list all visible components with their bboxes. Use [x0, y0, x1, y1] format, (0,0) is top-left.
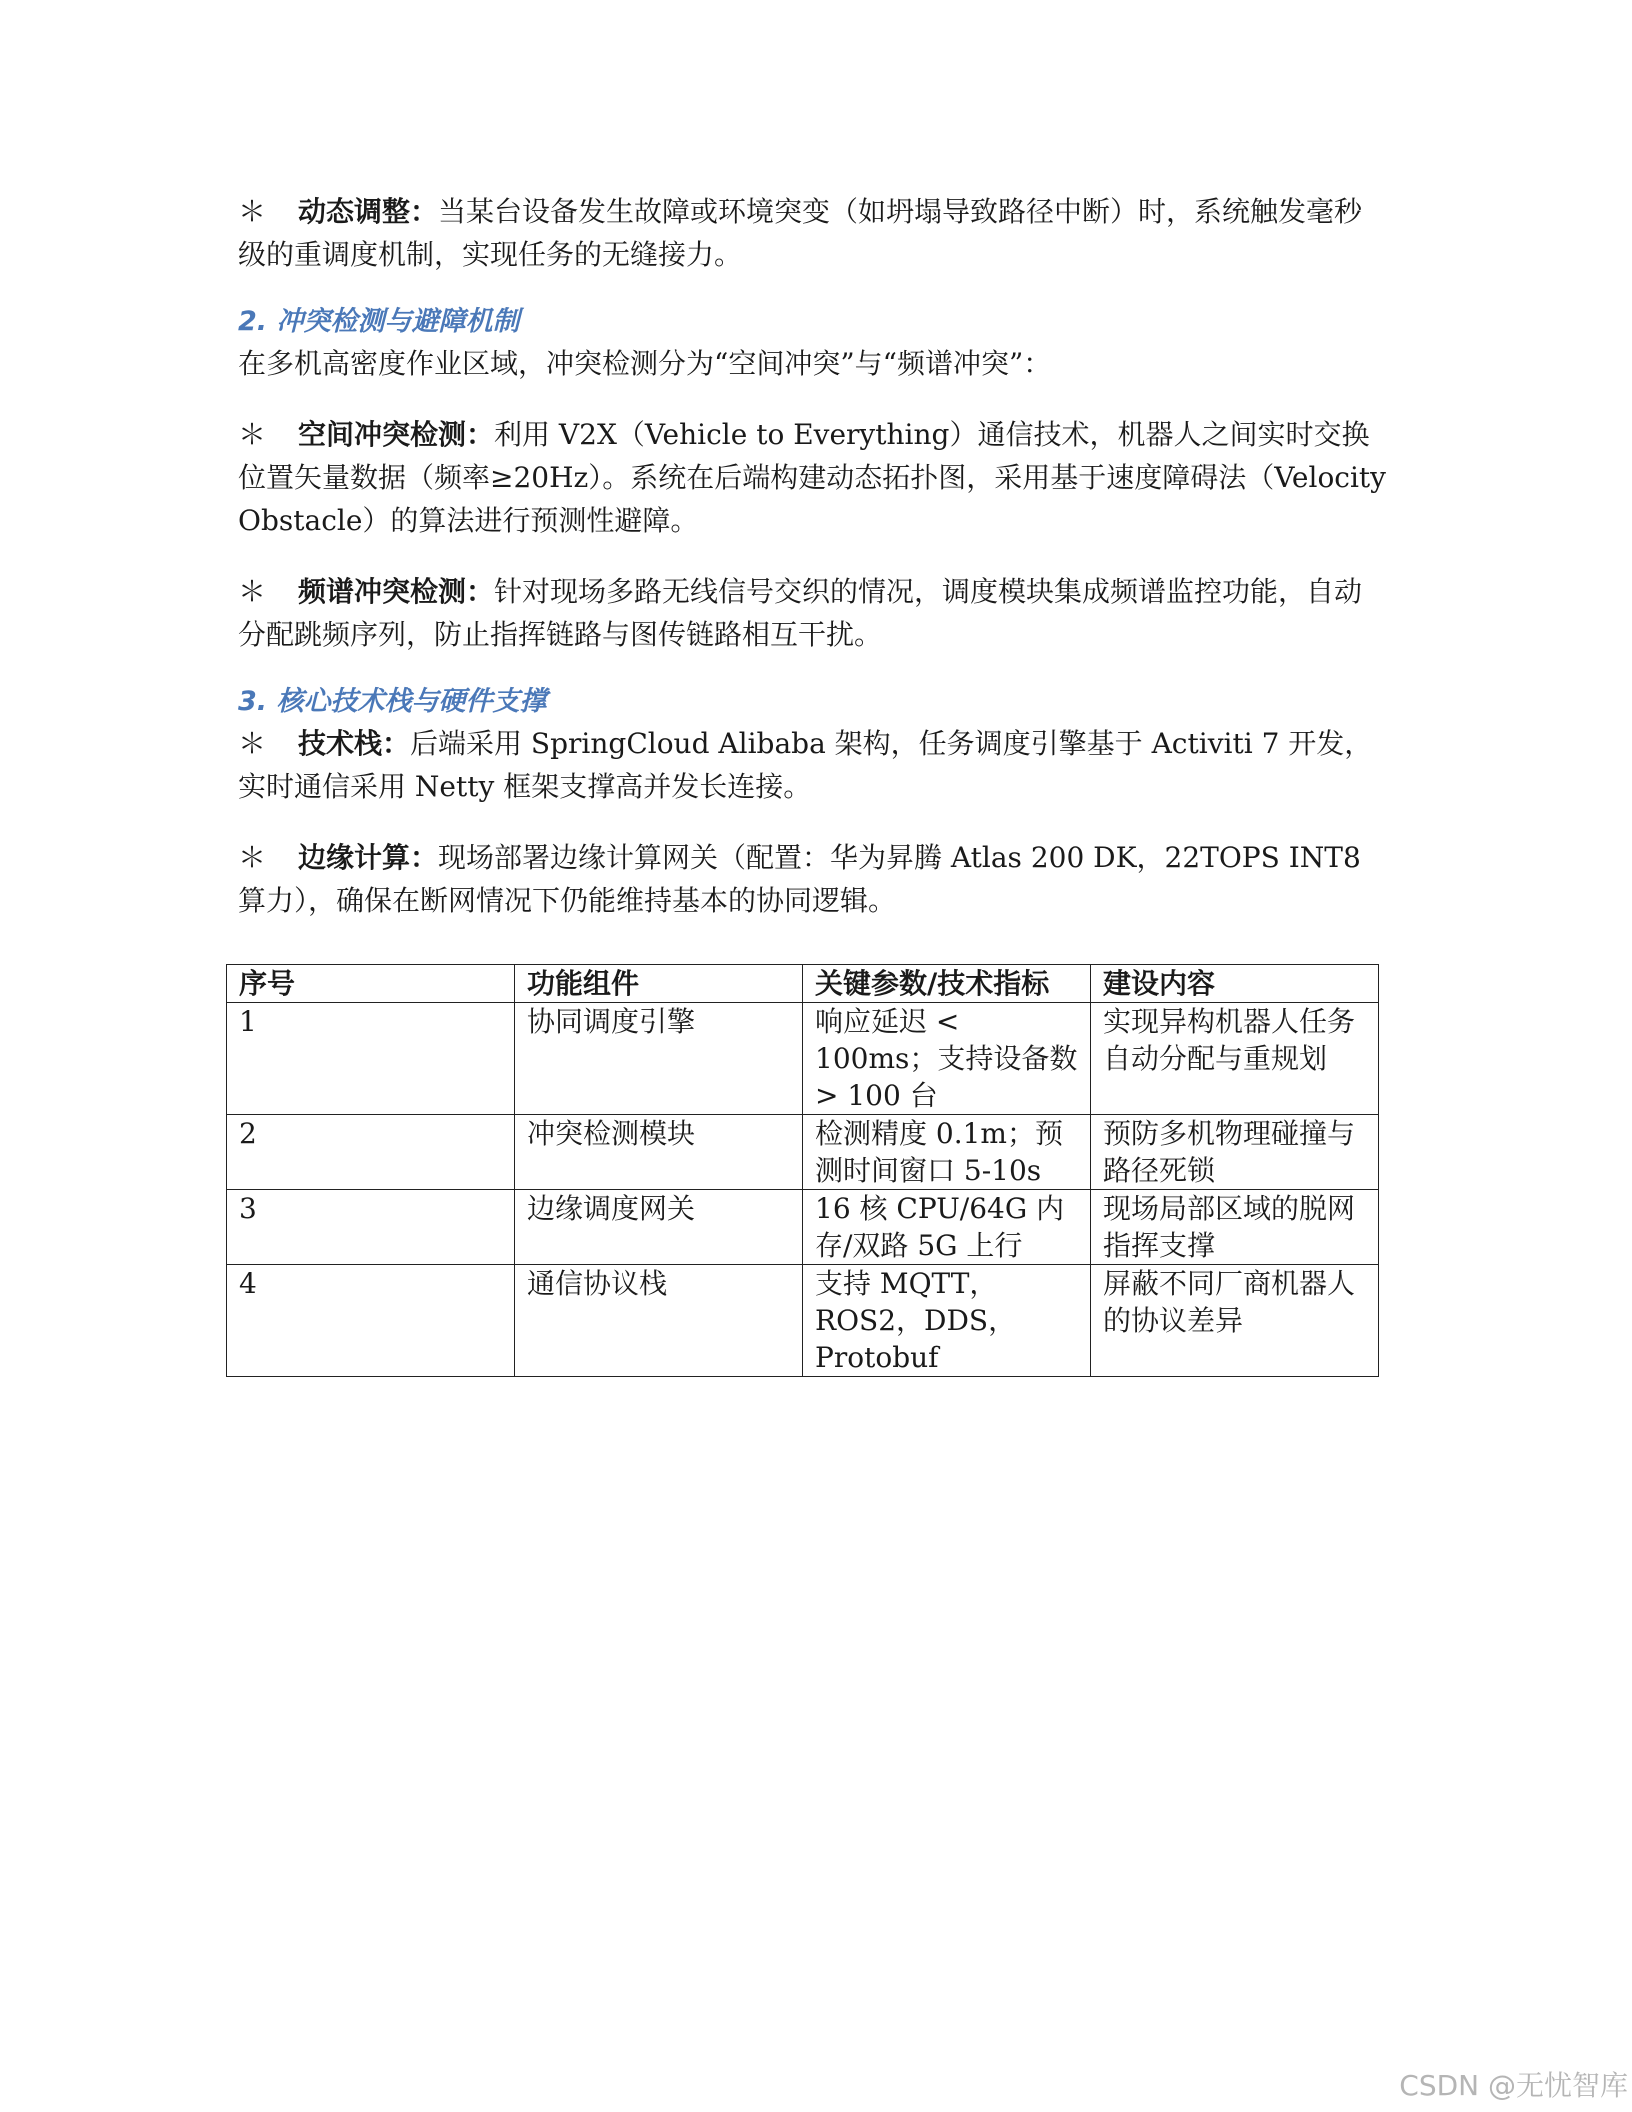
cell-parameters: 检测精度 0.1m；预测时间窗口 5-10s — [803, 1115, 1091, 1190]
cell-parameters: 16 核 CPU/64G 内存/双路 5G 上行 — [803, 1190, 1091, 1265]
cell-component: 边缘调度网关 — [515, 1190, 803, 1265]
cell-component: 协同调度引擎 — [515, 1003, 803, 1115]
bullet-mark: ＊ — [238, 418, 267, 451]
cell-content: 预防多机物理碰撞与路径死锁 — [1091, 1115, 1379, 1190]
cell-index: 2 — [227, 1115, 515, 1190]
spectrum-conflict-paragraph — [238, 570, 1388, 656]
cell-component: 冲突检测模块 — [515, 1115, 803, 1190]
watermark: CSDN @无忧智库 — [1399, 2069, 1628, 2102]
section-heading-techstack: 3. 核心技术栈与硬件支撑 — [238, 686, 547, 717]
table-row — [227, 1003, 1379, 1115]
dynamic-adjust-label: 动态调整： — [298, 195, 439, 228]
document-body — [238, 190, 1388, 922]
edge-computing-text: 现场部署边缘计算网关（配置：华为昇腾 Atlas 200 DK，22TOPS INT8 算力），确保在断网情况下仍能维持基本的协同逻辑。 — [238, 841, 1361, 917]
component-table — [226, 964, 1379, 1377]
cell-parameters: 支持 MQTT，ROS2，DDS，Protobuf — [803, 1265, 1091, 1377]
cell-index: 1 — [227, 1003, 515, 1115]
header-parameters: 关键参数/技术指标 — [803, 965, 1091, 1003]
header-index: 序号 — [227, 965, 515, 1003]
table-row — [227, 1265, 1379, 1377]
table-header-row — [227, 965, 1379, 1003]
cell-index: 3 — [227, 1190, 515, 1265]
spatial-conflict-paragraph — [238, 413, 1388, 542]
bullet-mark: ＊ — [238, 195, 267, 228]
dynamic-adjust-text: 当某台设备发生故障或环境突变（如坍塌导致路径中断）时，系统触发毫秒级的重调度机制，实现任务的无缝接力。 — [238, 195, 1363, 271]
cell-content: 实现异构机器人任务自动分配与重规划 — [1091, 1003, 1379, 1115]
spectrum-conflict-text: 针对现场多路无线信号交织的情况，调度模块集成频谱监控功能，自动分配跳频序列，防止指挥链路与图传链路相互干扰。 — [238, 575, 1363, 651]
spatial-conflict-label: 空间冲突检测： — [298, 418, 495, 451]
cell-content: 屏蔽不同厂商机器人的协议差异 — [1091, 1265, 1379, 1377]
header-component: 功能组件 — [515, 965, 803, 1003]
cell-index: 4 — [227, 1265, 515, 1377]
edge-computing-label: 边缘计算： — [298, 841, 439, 874]
spectrum-conflict-label: 频谱冲突检测： — [298, 575, 495, 608]
section-heading-conflict: 2. 冲突检测与避障机制 — [238, 306, 520, 337]
table-row — [227, 1190, 1379, 1265]
table-row — [227, 1115, 1379, 1190]
dynamic-adjust-paragraph — [238, 190, 1388, 276]
conflict-intro: 在多机高密度作业区域，冲突检测分为“空间冲突”与“频谱冲突”： — [238, 347, 1052, 380]
header-content: 建设内容 — [1091, 965, 1379, 1003]
tech-stack-label: 技术栈： — [298, 727, 411, 760]
cell-content: 现场局部区域的脱网指挥支撑 — [1091, 1190, 1379, 1265]
tech-stack-paragraph — [238, 722, 1388, 808]
bullet-mark: ＊ — [238, 841, 267, 874]
spatial-conflict-text: 利用 V2X（Vehicle to Everything）通信技术，机器人之间实时交换位置矢量数据（频率≥20Hz）。系统在后端构建动态拓扑图，采用基于速度障碍法（Velocity Obstacle）的算法进行预测性避障。 — [238, 418, 1387, 537]
cell-parameters: 响应延迟 < 100ms；支持设备数 > 100 台 — [803, 1003, 1091, 1115]
tech-stack-text: 后端采用 SpringCloud Alibaba 架构，任务调度引擎基于 Activiti 7 开发，实时通信采用 Netty 框架支撑高并发长连接。 — [238, 727, 1373, 803]
bullet-mark: ＊ — [238, 575, 267, 608]
edge-computing-paragraph — [238, 836, 1388, 922]
cell-component: 通信协议栈 — [515, 1265, 803, 1377]
bullet-mark: ＊ — [238, 727, 267, 760]
